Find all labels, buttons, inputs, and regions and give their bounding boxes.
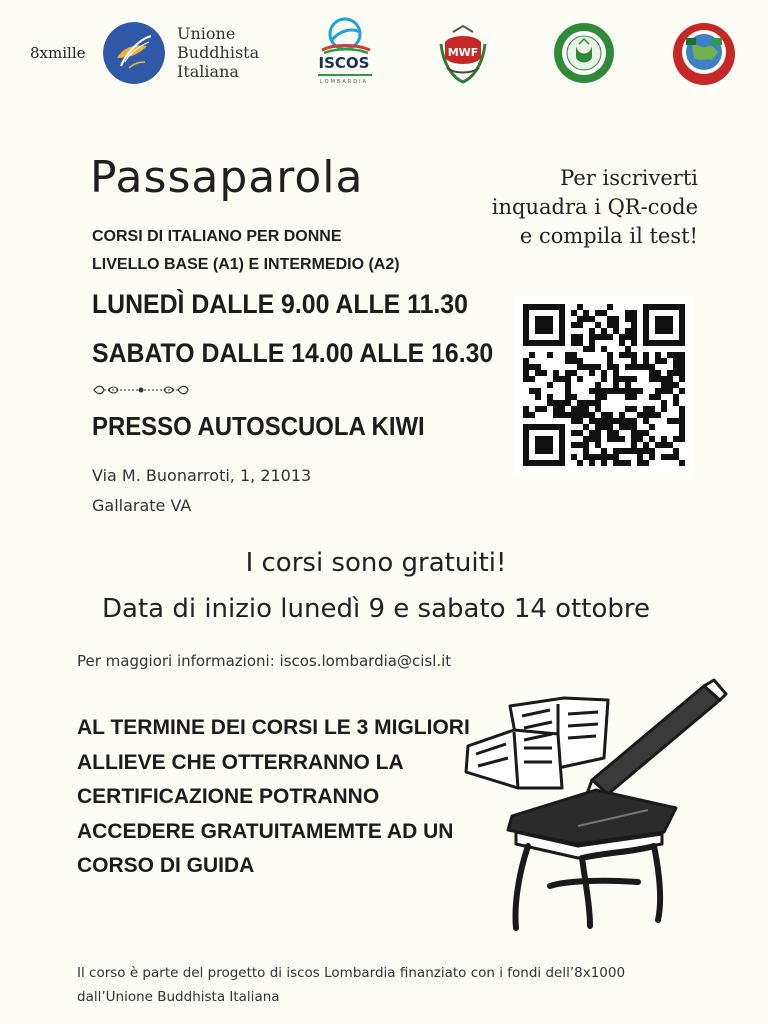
award-notice [77,711,477,884]
apv-label: APV [696,76,712,84]
venue-address [92,461,311,521]
ubi-line: Unione [177,24,236,43]
signup-callout [438,164,698,251]
address-line: Via M. Buonarroti, 1, 21013 [92,466,312,485]
subtitle-line: LIVELLO BASE (A1) E INTERMEDIO (A2) [92,256,400,273]
iscos-label: ISCOS [318,54,370,72]
footer-line: Il corso è parte del progetto di iscos Lombardia finanziato con i fondi dell’8x1000 [77,965,626,981]
cta-line: e compila il test! [519,224,698,248]
qr-code-icon[interactable] [523,304,685,466]
award-line: CORSO DI GUIDA [77,854,255,877]
address-line: Gallarate VA [92,496,192,515]
start-date-text: Data di inizio lunedì 9 e sabato 14 ottobre [102,594,650,624]
cta-line: Per iscriverti [560,166,698,190]
iscos-sublabel: LOMBARDIA [320,79,368,85]
ubi-name [177,24,259,81]
cta-line: inquadra i QR-code [491,195,698,219]
ubi-line: Italiana [177,62,239,81]
green-seal-icon [553,22,615,84]
venue-label: PRESSO AUTOSCUOLA KIWI [92,411,425,441]
schedule-monday: LUNEDÌ DALLE 9.00 ALLE 11.30 [92,289,468,319]
ubi-logo-icon [103,22,165,84]
iscos-logo-icon [312,16,378,88]
free-courses-text: I corsi sono gratuiti! [245,548,507,578]
contact-info: Per maggiori informazioni: iscos.lombardia@cisl.it [77,652,452,670]
books-pencil-desk-icon [458,676,728,938]
award-line: CERTIFICAZIONE POTRANNO [77,785,380,808]
mwf-label: MWF [447,46,479,59]
award-line: AL TERMINE DEI CORSI LE 3 MIGLIORI [77,716,470,739]
course-subtitle [92,223,400,279]
8xmille-label: 8xmille [30,44,86,62]
award-line: ACCEDERE GRATUITAMEMTE AD UN [77,819,454,843]
ubi-line: Buddhista [177,43,260,62]
footer-line: dall’Unione Buddhista Italiana [77,989,280,1005]
subtitle-line: CORSI DI ITALIANO PER DONNE [92,228,342,245]
award-line: ALLIEVE CHE OTTERRANNO LA [77,750,404,774]
footer-note [77,961,717,1009]
schedule-saturday: SABATO DALLE 14.00 ALLE 16.30 [92,338,494,368]
ornament-divider-icon [92,383,190,397]
page-title: Passaparola [90,152,364,203]
